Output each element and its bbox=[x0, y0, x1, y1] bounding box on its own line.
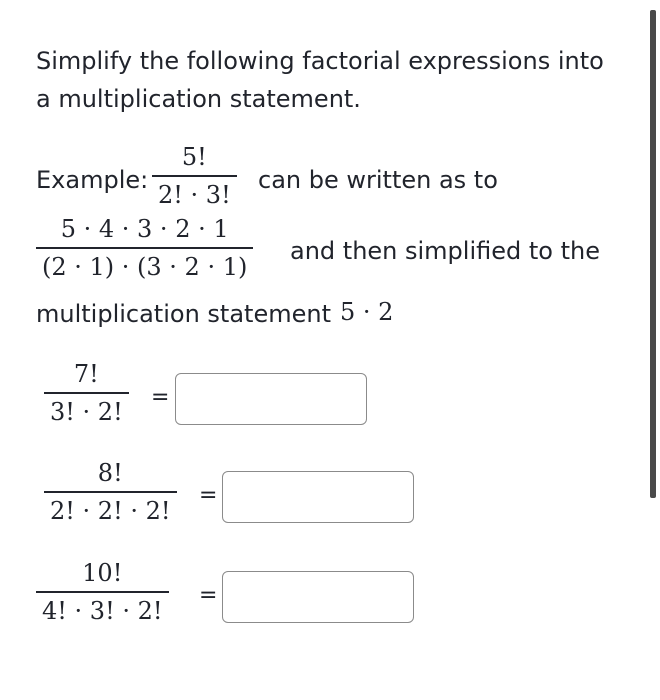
expanded-fraction bbox=[36, 215, 253, 281]
scrollbar[interactable] bbox=[650, 10, 656, 498]
problem-1-fraction bbox=[44, 360, 129, 426]
problem-1-denominator: 3! · 2! bbox=[50, 398, 123, 426]
problem-2-denominator: 2! · 2! · 2! bbox=[50, 497, 171, 525]
expanded-numerator: 5 · 4 · 3 · 2 · 1 bbox=[60, 215, 229, 243]
example-final-math: 5 · 2 bbox=[340, 298, 394, 326]
problem-3-numerator: 10! bbox=[82, 559, 123, 587]
answer-input-2[interactable] bbox=[222, 471, 414, 523]
example-after-fraction: can be written as to bbox=[258, 166, 498, 194]
expanded-denominator: (2 · 1) · (3 · 2 · 1) bbox=[42, 253, 248, 281]
example-numerator: 5! bbox=[181, 143, 207, 171]
equals-sign: = bbox=[199, 583, 218, 608]
problem-2-numerator: 8! bbox=[97, 459, 123, 487]
equals-sign: = bbox=[151, 385, 170, 410]
problem-3-denominator: 4! · 3! · 2! bbox=[42, 597, 163, 625]
example-denominator: 2! · 3! bbox=[158, 181, 231, 209]
equals-sign: = bbox=[199, 483, 218, 508]
problem-2-fraction bbox=[44, 459, 177, 525]
example-after-expanded: and then simplified to the bbox=[290, 237, 600, 265]
instruction-text: Simplify the following factorial expressions into a multiplication statement. bbox=[36, 47, 604, 113]
answer-input-1[interactable] bbox=[175, 373, 367, 425]
example-final-text: multiplication statement bbox=[36, 300, 331, 328]
example-label: Example: bbox=[36, 166, 149, 194]
example-fraction bbox=[152, 143, 237, 209]
problem-1-numerator: 7! bbox=[73, 360, 99, 388]
problem-3-fraction bbox=[36, 559, 169, 625]
answer-input-3[interactable] bbox=[222, 571, 414, 623]
